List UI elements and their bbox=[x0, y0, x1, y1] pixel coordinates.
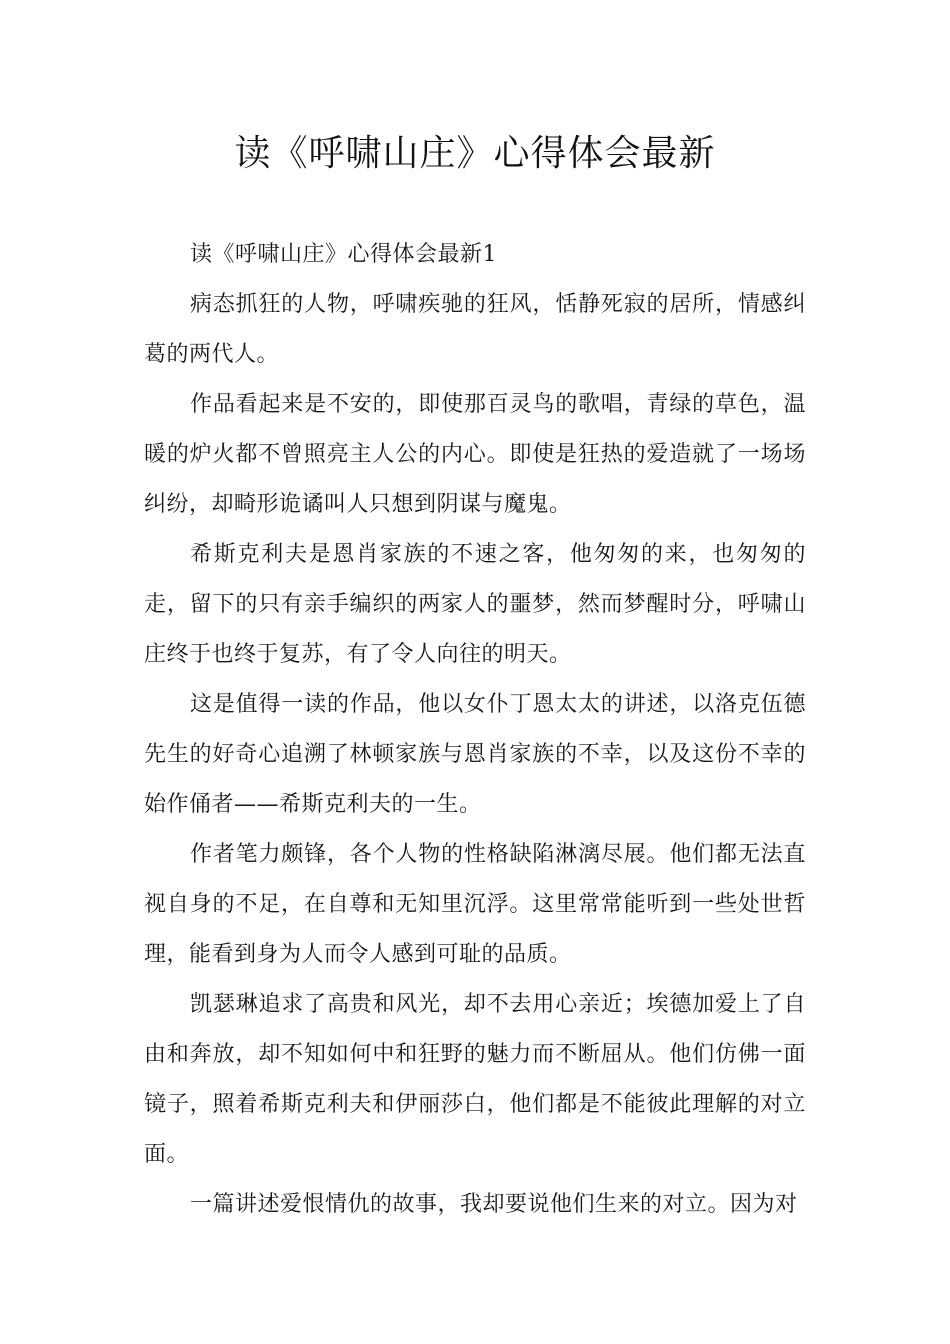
paragraph: 希斯克利夫是恩肖家族的不速之客，他匆匆的来，也匆匆的走，留下的只有亲手编织的两家人的噩梦，然而梦醒时分，呼啸山庄终于也终于复苏，有了令人向往的明天。 bbox=[144, 542, 806, 667]
document-body bbox=[144, 230, 806, 1230]
paragraph: 这是值得一读的作品，他以女仆丁恩太太的讲述，以洛克伍德先生的好奇心追溯了林顿家族与恩肖家族的不幸，以及这份不幸的始作俑者——希斯克利夫的一生。 bbox=[144, 692, 806, 817]
section-heading: 读《呼啸山庄》心得体会最新1 bbox=[190, 242, 497, 267]
document-title: 读《呼啸山庄》心得体会最新 bbox=[234, 133, 716, 174]
paragraph: 病态抓狂的人物，呼啸疾驰的狂风，恬静死寂的居所，情感纠葛的两代人。 bbox=[144, 292, 806, 367]
paragraph: 作者笔力颇锋，各个人物的性格缺陷淋漓尽展。他们都无法直视自身的不足，在自尊和无知里沉浮。这里常常能听到一些处世哲理，能看到身为人而令人感到可耻的品质。 bbox=[144, 842, 806, 967]
paragraph: 作品看起来是不安的，即使那百灵鸟的歌唱，青绿的草色，温暖的炉火都不曾照亮主人公的内心。即使是狂热的爱造就了一场场纠纷，却畸形诡谲叫人只想到阴谋与魔鬼。 bbox=[144, 392, 806, 517]
paragraph: 一篇讲述爱恨情仇的故事，我却要说他们生来的对立。因为对 bbox=[190, 1192, 798, 1217]
paragraph: 凯瑟琳追求了高贵和风光，却不去用心亲近；埃德加爱上了自由和奔放，却不知如何中和狂野的魅力而不断屈从。他们仿佛一面镜子，照着希斯克利夫和伊丽莎白，他们都是不能彼此理解的对立面。 bbox=[144, 992, 806, 1167]
